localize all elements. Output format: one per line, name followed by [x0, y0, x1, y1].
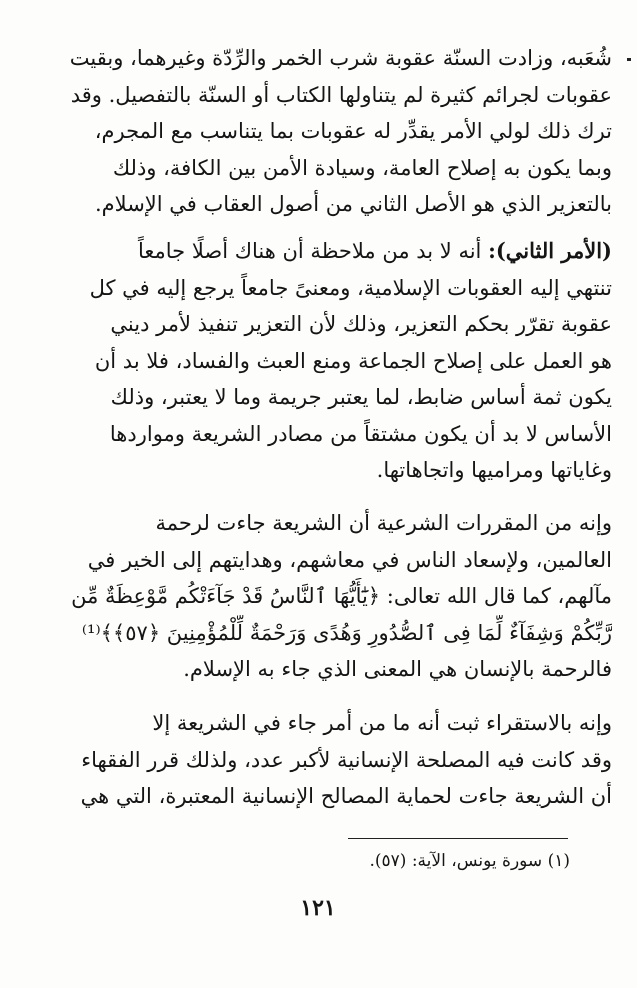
inline-heading: (الأمر الثاني): [488, 238, 612, 263]
text-line: هو العمل على إصلاح الجماعة ومنع العبث والفساد، فلا بد أن [94, 348, 612, 373]
text-line: يكون ثمة أساس ضابط، لما يعتبر جريمة وما لا يعتبر، وذلك [110, 385, 612, 409]
text-line: بالتعزير الذي هو الأصل الثاني من أصول العقاب في الإسلام. [94, 192, 612, 216]
paragraph-1 [22, 40, 612, 223]
footnote-divider [348, 838, 568, 839]
text-line: شُعَبه، وزادت السنّة عقوبة شرب الخمر والرِّدّة وغيرهما، وبقيت [69, 46, 612, 70]
text-line: وقد كانت فيه المصلحة الإنسانية لأكبر عدد، ولذلك قرر الفقهاء [81, 747, 612, 772]
text-line: وغاياتها ومراميها واتجاهاتها. [376, 458, 612, 482]
text-line: تنتهي إليه العقوبات الإسلامية، ومعنىً جامعاً يرجع إليه في كل [89, 275, 612, 300]
paragraph-2 [22, 233, 612, 489]
text-line: عقوبة تقرّر بحكم التعزير، وذلك لأن التعزير تنفيذ لأمر ديني [110, 312, 612, 336]
text-line: عقوبات لجرائم كثيرة لم يتناولها الكتاب أو السنّة بالتفصيل. وقد [70, 82, 612, 107]
text-line: وإنه بالاستقراء ثبت أنه ما من أمر جاء في الشريعة إلا [152, 711, 612, 735]
paragraph-3 [22, 505, 612, 688]
text-line: العالمين، ولإسعاد الناس في معاشهم، وهدايتهم إلى الخير في [87, 547, 612, 572]
text-line: فالرحمة بالإنسان هي المعنى الذي جاء به الإسلام. [183, 657, 612, 681]
text-line: وبما يكون به إصلاح العامة، وسيادة الأمن بين الكافة، وذلك [112, 155, 612, 180]
quran-verse-line: رَّبِّكُمْ وَشِفَآءٌ لِّمَا فِى ٱلصُّدُورِ وَهُدًى وَرَحْمَةٌ لِّلْمُؤْمِنِينَ ﴿٥٧﴾﴾⁽¹⁾ [81, 620, 612, 645]
text-line: وإنه من المقررات الشرعية أن الشريعة جاءت لرحمة [155, 511, 612, 535]
text-line-with-heading [22, 233, 612, 270]
page-number: ١٢١ [300, 895, 336, 921]
text-line: الأساس لا بد أن يكون مشتقاً من مصادر الشريعة ومواردها [109, 421, 612, 446]
text-line-rest: أنه لا بد من ملاحظة أن هناك أصلًا جامعاً [138, 239, 482, 263]
scan-edge-mark [627, 58, 631, 61]
footnote: (١) سورة يونس، الآية: (٥٧). [369, 851, 570, 871]
paragraph-4 [22, 705, 612, 815]
text-line: ترك ذلك لولي الأمر يقدِّر له عقوبات بما يتناسب مع المجرم، [94, 119, 612, 143]
text-line: مآلهم، كما قال الله تعالى: ﴿يَٰٓأَيُّهَا ٱلنَّاسُ قَدْ جَآءَتْكُم مَّوْعِظَةٌ مِّن [71, 584, 612, 608]
text-line: أن الشريعة جاءت لحماية المصالح الإنسانية المعتبرة، التي هي [80, 784, 612, 808]
